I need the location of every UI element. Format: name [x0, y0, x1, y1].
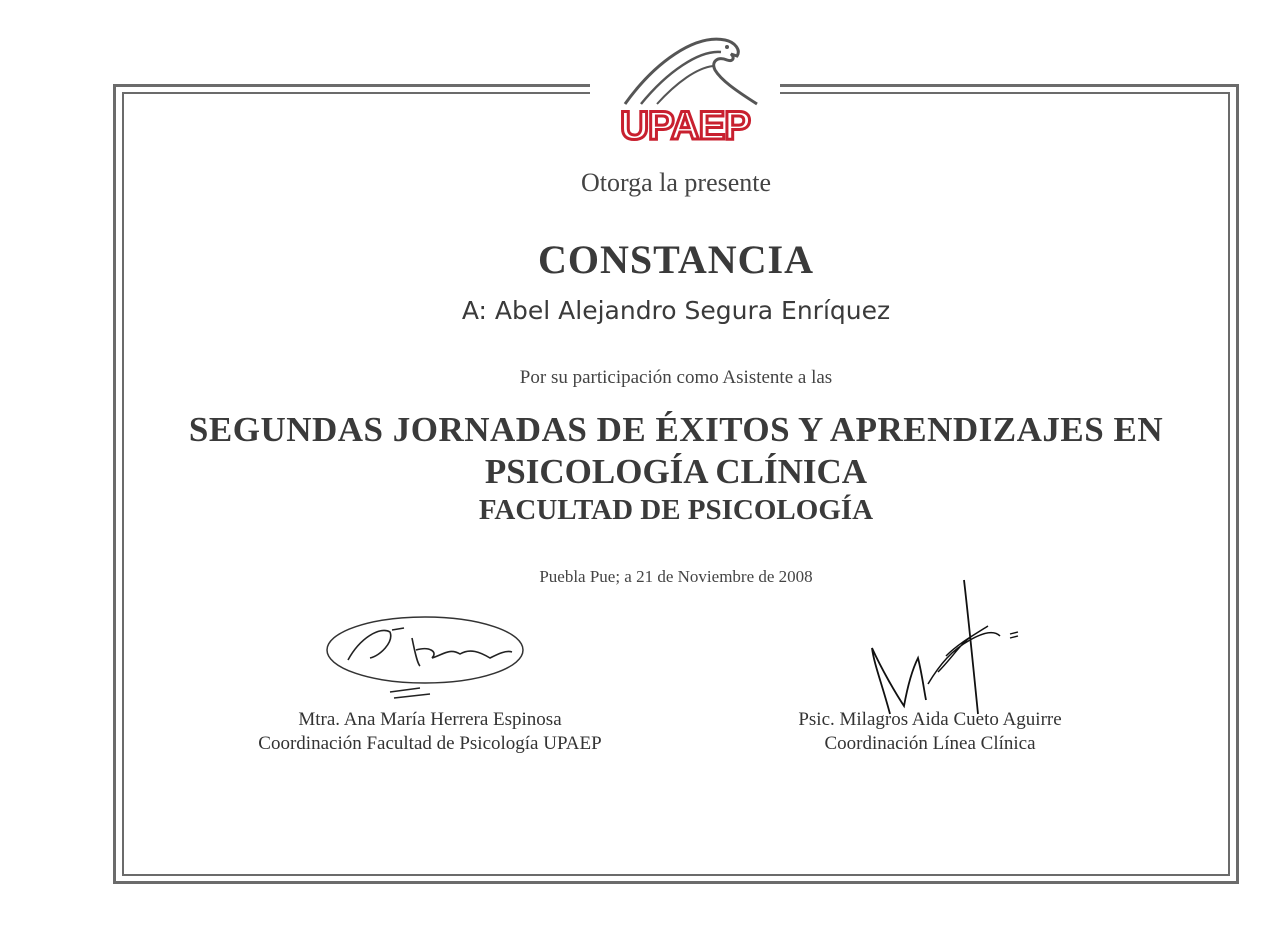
signatory-left-role: Coordinación Facultad de Psicología UPAEP	[258, 733, 602, 754]
faculty-name: FACULTAD DE PSICOLOGÍA	[478, 494, 874, 526]
signatory-right-name: Psic. Milagros Aida Cueto Aguirre	[798, 709, 1062, 730]
logo-wordmark: UPAEP	[620, 104, 750, 148]
upaep-logo	[585, 32, 785, 152]
granting-text: Otorga la presente	[580, 168, 772, 197]
signature-left	[320, 608, 540, 708]
signatory-right	[730, 708, 1130, 756]
certificate-title: CONSTANCIA	[538, 237, 814, 282]
signatory-left-name: Mtra. Ana María Herrera Espinosa	[298, 709, 562, 730]
event-title-line-1: SEGUNDAS JORNADAS DE ÉXITOS Y APRENDIZAJES EN	[188, 410, 1164, 449]
participation-text: Por su participación como Asistente a las	[519, 367, 833, 388]
issue-date: Puebla Pue; a 21 de Noviembre de 2008	[539, 567, 813, 586]
event-title-line-2: PSICOLOGÍA CLÍNICA	[484, 452, 868, 491]
signature-right	[860, 574, 1030, 724]
recipient-name: A: Abel Alejandro Segura Enríquez	[461, 296, 891, 325]
signatory-left	[200, 708, 660, 756]
signatory-right-role: Coordinación Línea Clínica	[824, 733, 1036, 754]
